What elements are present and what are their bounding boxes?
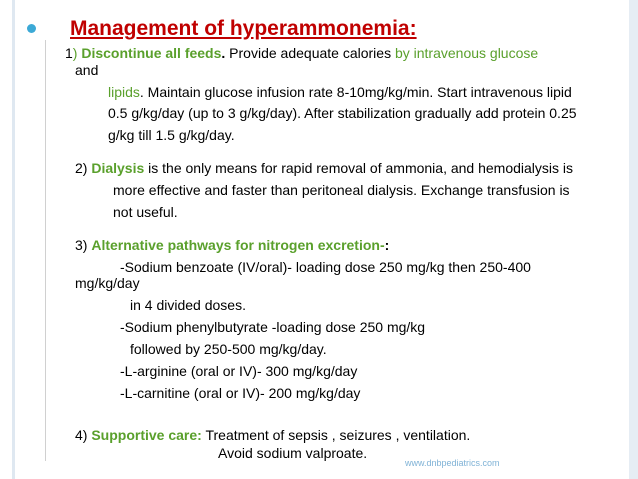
section-1-line-1 xyxy=(65,44,538,62)
section-1-line-3 xyxy=(108,83,572,101)
section-1-paren: ) xyxy=(72,45,78,61)
section-4-number: 4) xyxy=(75,427,92,443)
section-1-heading-period: . xyxy=(221,45,226,61)
section-3-sodium-phenylbutyrate: -Sodium phenylbutyrate -loading dose 250 mg/kg xyxy=(120,319,426,335)
section-4-heading: Supportive care: xyxy=(91,427,202,443)
section-3-divided-doses: in 4 divided doses. xyxy=(130,297,246,313)
section-4-line-1 xyxy=(75,426,470,444)
section-2-line-2: more effective and faster than peritoneal dialysis. Exchange transfusion is xyxy=(113,182,570,198)
section-1-text-b: by intravenous glucose xyxy=(394,45,539,61)
section-3-line-1 xyxy=(75,236,389,254)
section-2-line-3: not useful. xyxy=(113,204,178,220)
section-2-line-1-text: is the only means for rapid removal of ammonia, and hemodialysis is xyxy=(144,160,574,176)
section-2-number: 2) xyxy=(75,160,92,176)
slide-body xyxy=(45,40,638,461)
section-1-line-4: 0.5 g/kg/day (up to 3 g/kg/day). After stabilization gradually add protein 0.25 xyxy=(108,105,577,121)
round-bullet-icon xyxy=(27,24,36,33)
section-3-phenylbutyrate-maintenance: followed by 250-500 mg/kg/day. xyxy=(130,341,327,357)
section-2-line-1 xyxy=(75,159,573,177)
section-4-line-2: Avoid sodium valproate. xyxy=(218,445,368,461)
section-2-heading: Dialysis xyxy=(91,160,145,176)
footer-source: www.dnbpediatrics.com xyxy=(405,458,500,468)
section-1-line-5: g/kg till 1.5 g/kg/day. xyxy=(108,127,235,143)
section-1-text-a: Provide adequate calories xyxy=(225,45,395,61)
section-3-l-carnitine: -L-carnitine (oral or IV)- 200 mg/kg/day xyxy=(120,385,361,401)
section-1-line-3-text: . Maintain glucose infusion rate 8-10mg/kg/min. Start intravenous lipid xyxy=(139,84,572,100)
section-3-number: 3) xyxy=(75,237,92,253)
section-1-number: 1 xyxy=(65,45,73,61)
section-3-sodium-benzoate: -Sodium benzoate (IV/oral)- loading dose 250 mg/kg then 250-400 xyxy=(120,259,531,275)
section-1-lipids: lipids xyxy=(108,84,140,100)
section-1-heading: Discontinue all feeds xyxy=(77,45,222,61)
section-4-line-1-text: Treatment of sepsis , seizures , ventilation. xyxy=(201,427,471,443)
section-3-dose-unit: mg/kg/day xyxy=(75,275,140,291)
section-1-line-2: and xyxy=(75,62,99,78)
section-3-colon: : xyxy=(384,237,390,253)
left-accent-bar xyxy=(12,0,15,479)
slide-title: Management of hyperammonemia: xyxy=(70,17,417,40)
section-3-l-arginine: -L-arginine (oral or IV)- 300 mg/kg/day xyxy=(120,363,358,379)
section-3-heading: Alternative pathways for nitrogen excretion- xyxy=(91,237,385,253)
